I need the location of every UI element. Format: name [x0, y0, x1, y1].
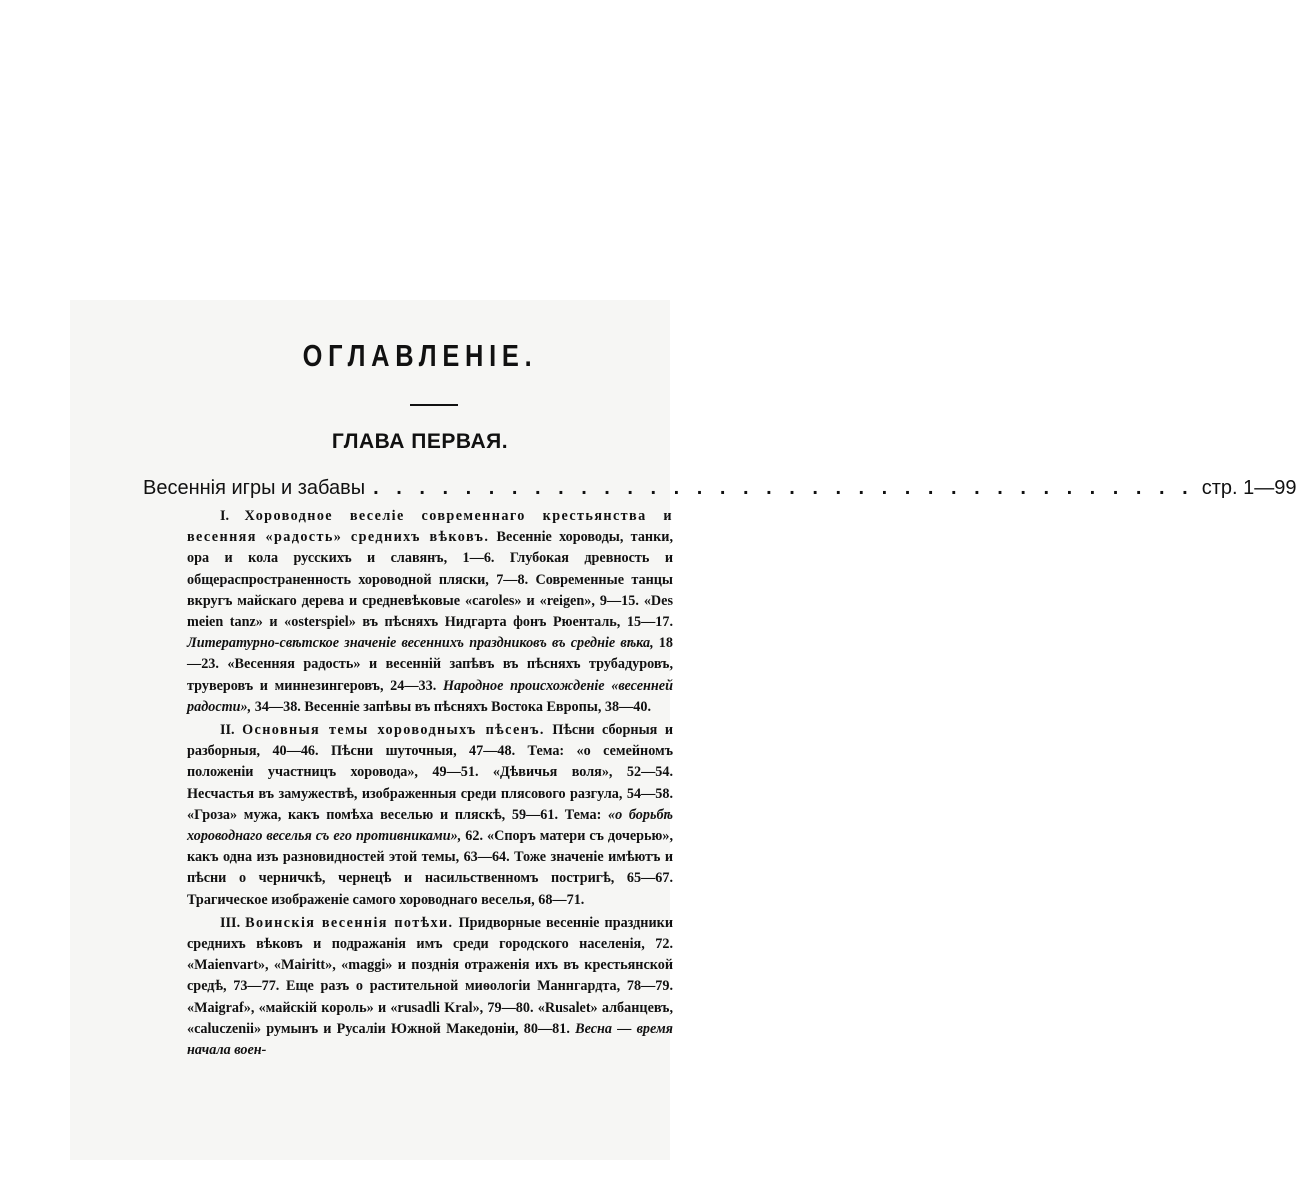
page-title: ОГЛАВЛЕНIЕ.: [302, 338, 538, 373]
chapter-heading: ГЛАВА ПЕРВАЯ.: [331, 430, 509, 453]
section-heading: Основныя темы хороводныхъ пѣсенъ.: [242, 722, 545, 739]
summary-text: 62. «Споръ матери съ дочерью», какъ одна изъ разновидностей этой темы, 63—64. Тоже значенiе имѣютъ и пѣсни о черничкѣ, чернецѣ и насильственномъ постригѣ, 65—67. Трагическое изображенiе самого хороводнаго веселья, 68—71.: [187, 828, 673, 908]
summary-paragraph: [187, 506, 673, 718]
summary-text: III.: [220, 914, 246, 931]
summary-text: II.: [220, 722, 243, 739]
chapter-summary: [187, 506, 673, 1063]
summary-text: Придворные весеннiе праздники среднихъ вѣковъ и подражанiя имъ среди городского населенiя, 72. «Maienvart», «Mairitt», «maggi» и позднiя отраженiя ихъ въ крестьянской средѣ, 73—77. Еще разъ о растительной миѳологiи Маннгардта, 78—79. «Maigraf», «майскiй король» и «rusadli Kral», 79—80. «Rusalet» албанцевъ, «caluczenii» румынъ и Русалiи Южной Македонiи, 80—81.: [187, 914, 673, 1037]
toc-entry-title: Весеннія игры и забавы: [143, 477, 366, 499]
toc-leader-dots: . . . . . . . . . . . . . . . . . . . . . . . . . . . . . . . . . . . .: [373, 477, 1194, 499]
italic-phrase: Весна — время начала воен-: [187, 1020, 673, 1059]
title-rule: [410, 404, 458, 406]
summary-text: 18—23. «Весенняя радость» и весеннiй запѣвъ въ пѣсняхъ трубадуровъ, труверовъ и миннезингеровъ, 24—33.: [187, 635, 673, 694]
summary-text: I.: [220, 508, 245, 524]
summary-text: Весеннiе хороводы, танки, ора и кола русскихъ и славянъ, 1—6. Глубокая древность и общераспространенность хороводной пляски, 7—8. Современные танцы вкругъ майскаго дерева и средневѣковые «caroles» и «reigen», 9—15. «Des meien tanz» и «osterspiel» въ пѣсняхъ Нидгарта фонъ Рюенталь, 15—17.: [187, 529, 673, 631]
italic-phrase: Народное происхожденiе «весенней радости»,: [187, 677, 673, 715]
section-heading: Воинскія весеннія потѣхи.: [245, 914, 454, 931]
toc-entry-pages: стр. 1—99: [1201, 477, 1296, 499]
italic-phrase: Литературно-свѣтское значенiе весеннихъ праздниковъ въ среднiе вѣка,: [187, 635, 654, 652]
toc-entry: [143, 477, 1296, 507]
section-heading: Хороводное веселіе современнаго крестьянства и весенняя «радость» среднихъ вѣковъ.: [187, 508, 673, 546]
summary-text: Пѣсни сборныя и разборныя, 40—46. Пѣсни шуточныя, 47—48. Тема: «о семейномъ положенiи участницъ хоровода», 49—51. «Дѣвичья воля», 52—54. Несчастья въ замужествѣ, изображенныя среди плясового разгула, 54—58. «Гроза» мужа, какъ помѣха веселью и пляскѣ, 59—61. Тема:: [187, 722, 673, 823]
italic-phrase: «о борьбѣ хороводнаго веселья съ его противниками»,: [187, 806, 673, 845]
summary-text: 34—38. Весеннiе запѣвы въ пѣсняхъ Востока Европы, 38—40.: [251, 698, 652, 715]
summary-paragraph: [187, 720, 673, 911]
summary-paragraph: [187, 913, 673, 1061]
